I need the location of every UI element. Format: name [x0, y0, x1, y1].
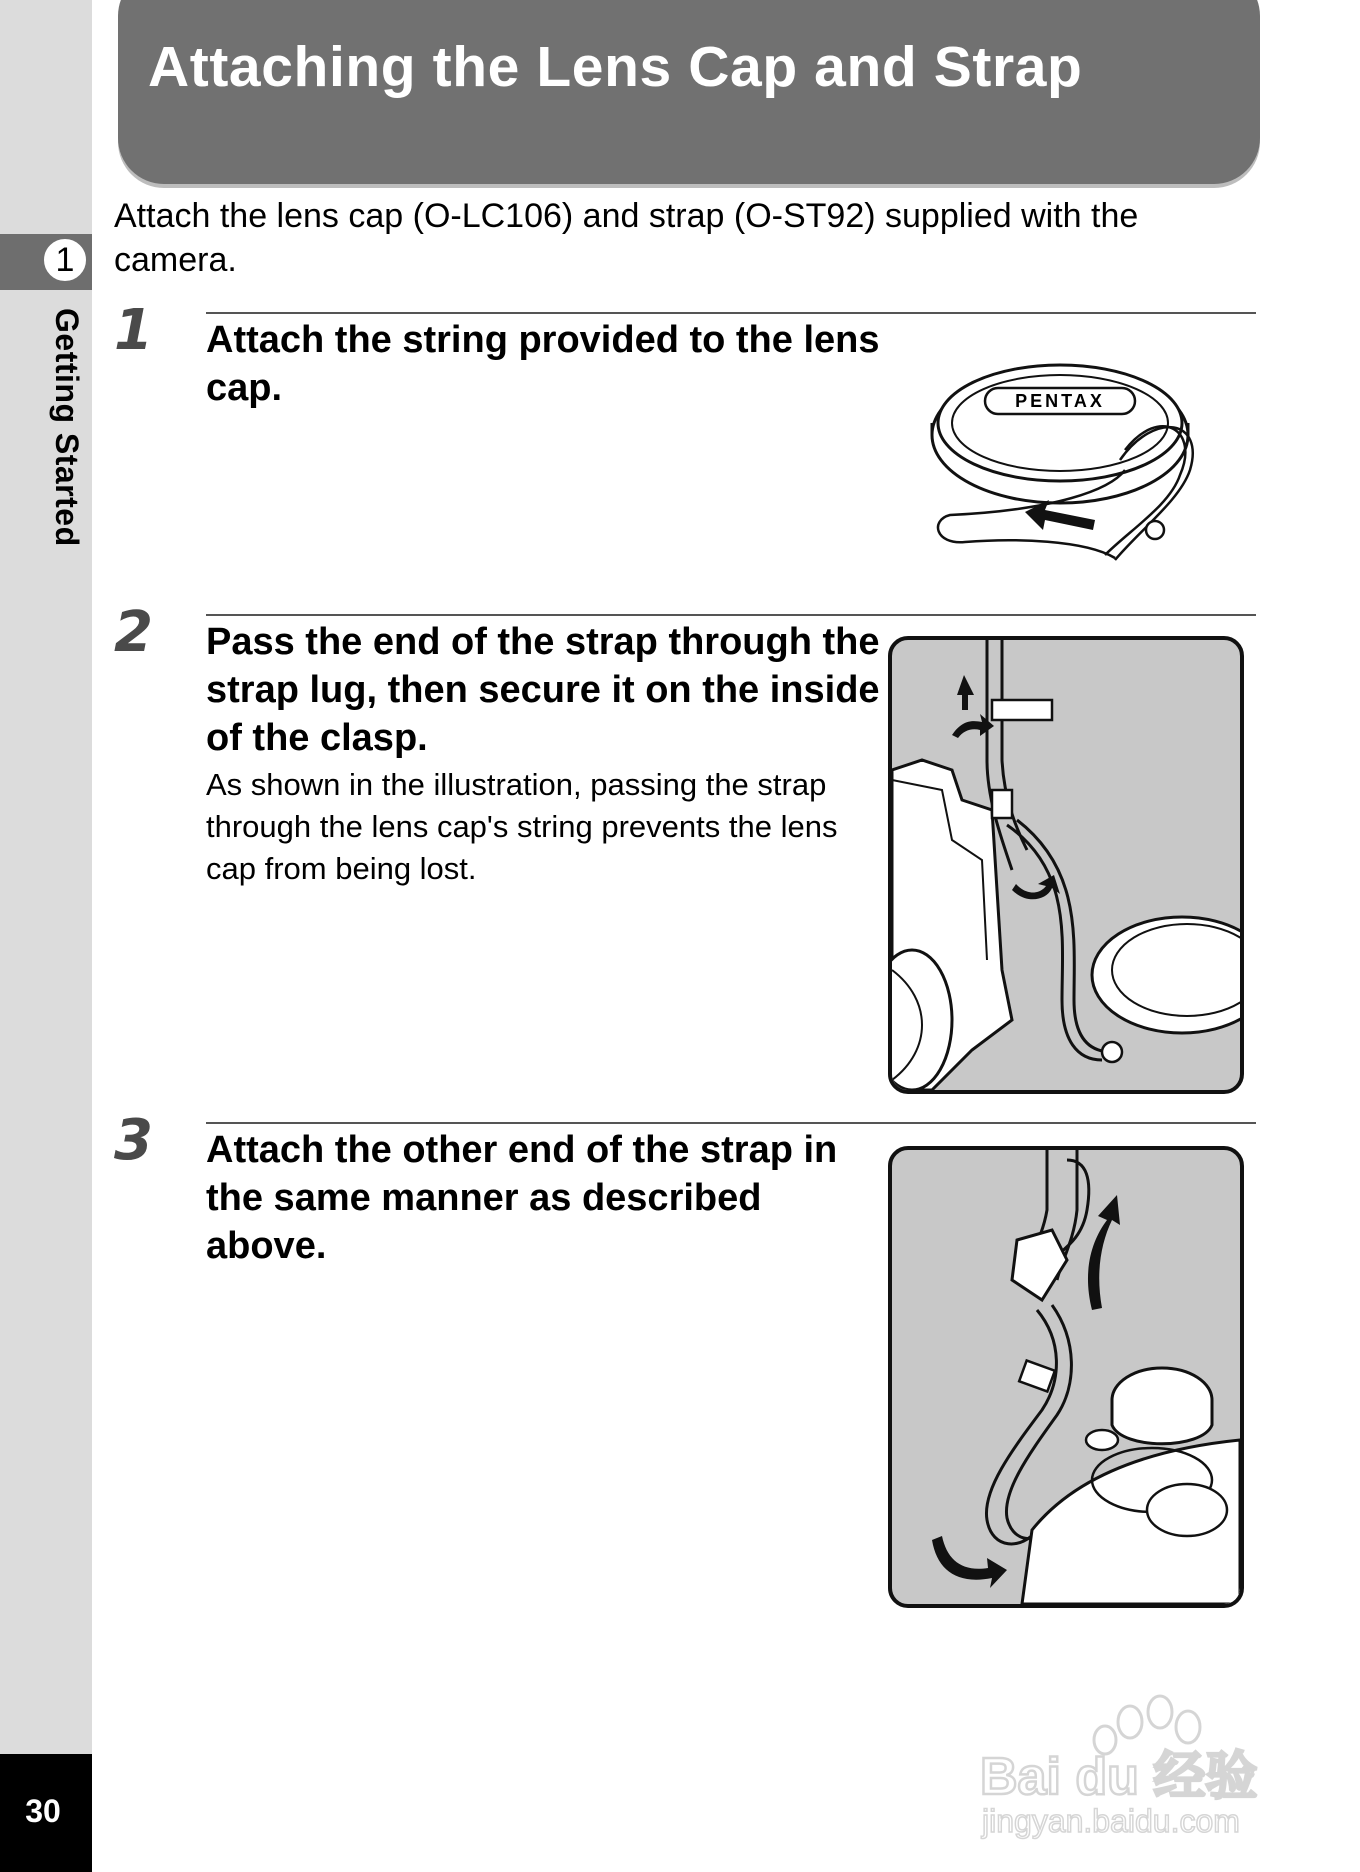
step-heading: Attach the other end of the strap in the same manner as described above.	[206, 1129, 838, 1267]
chapter-title: Getting Started	[49, 308, 85, 547]
strap-attach-illustration	[888, 1146, 1244, 1608]
strap-lug-illustration	[888, 636, 1244, 1094]
baidu-watermark	[970, 1672, 1300, 1842]
watermark-url: jingyan.baidu.com	[982, 1803, 1240, 1839]
step-heading: Pass the end of the strap through the strap lug, then secure it on the inside of the clasp.	[206, 621, 880, 759]
step-number: 2	[114, 600, 153, 665]
step-number: 3	[114, 1108, 153, 1173]
page-number: 30	[25, 1793, 61, 1829]
step-number: 1	[114, 298, 153, 363]
intro-text: Attach the lens cap (O-LC106) and strap (O-ST92) supplied with the camera.	[114, 197, 1139, 279]
step-heading: Attach the string provided to the lens cap.	[206, 319, 880, 409]
step-divider	[206, 614, 1256, 616]
page-title: Attaching the Lens Cap and Strap	[148, 35, 1083, 99]
watermark-brand: Bai du 经验	[980, 1748, 1258, 1806]
chapter-number: 1	[41, 236, 89, 284]
lens-cap-illustration	[925, 340, 1215, 580]
lens-cap-brand-text: PENTAX	[1015, 391, 1105, 411]
step-divider	[206, 312, 1256, 314]
step-divider	[206, 1122, 1256, 1124]
step-body: As shown in the illustration, passing the strap through the lens cap's string prevents the lens cap from being lost.	[206, 767, 838, 886]
